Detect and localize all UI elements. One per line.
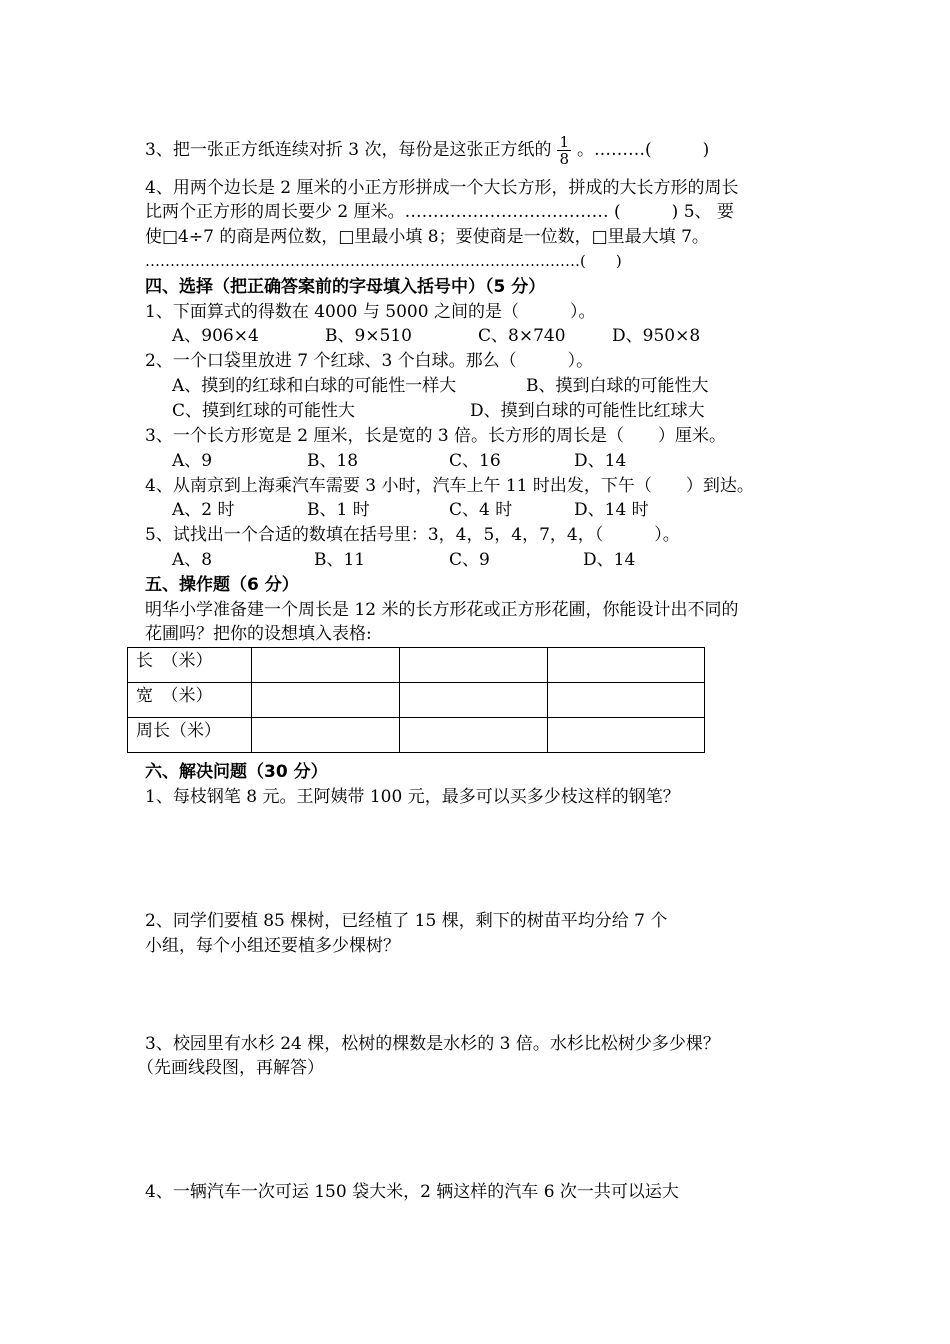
s6-q2-line1: 2、同学们要植 85 棵树，已经植了 15 棵，剩下的树苗平均分给 7 个 <box>145 911 668 931</box>
s5-line1: 明华小学准备建一个周长是 12 米的长方形花或正方形花圃，你能设计出不同的 <box>145 600 739 620</box>
table-row <box>128 648 705 683</box>
s4-q3-option-b: B、18 <box>307 451 359 471</box>
row-label-width: 宽 （米） <box>128 683 252 718</box>
s4-q2-option-a: A、摸到的红球和白球的可能性一样大 <box>172 376 457 396</box>
table-cell[interactable] <box>400 718 548 753</box>
s6-q3-line2: （先画线段图，再解答） <box>137 1058 324 1078</box>
table-cell[interactable] <box>548 648 705 683</box>
s4-q1-stem: 1、下面算式的得数在 4000 与 5000 之间的是（ ）。 <box>145 302 596 322</box>
section5-title: 五、操作题（6 分） <box>145 575 299 595</box>
table-row <box>128 683 705 718</box>
s4-q4-option-a: A、2 时 <box>172 500 235 520</box>
s4-q3-option-a: A、9 <box>172 451 213 471</box>
section6-title: 六、解决问题（30 分） <box>145 762 328 782</box>
s6-q2-line2: 小组，每个小组还要植多少棵树？ <box>145 936 400 956</box>
fraction-numerator: 1 <box>559 133 569 151</box>
s4-q5-stem: 5、试找出一个合适的数填在括号里：3，4，5，4，7，4，（ ）。 <box>145 525 680 545</box>
s4-q1-option-c: C、8×740 <box>478 326 566 346</box>
table-cell[interactable] <box>400 648 548 683</box>
s4-q1-option-a: A、906×4 <box>172 326 259 346</box>
s4-q2-option-c: C、摸到红球的可能性大 <box>172 401 356 421</box>
design-table <box>127 647 705 753</box>
row-label-length: 长 （米） <box>128 648 252 683</box>
table-cell[interactable] <box>252 718 400 753</box>
s4-q4-stem: 4、从南京到上海乘汽车需要 3 小时，汽车上午 11 时出发，下午（ ）到达。 <box>145 476 754 496</box>
s4-q3-option-c: C、16 <box>449 451 501 471</box>
s6-q4-line1: 4、一辆汽车一次可运 150 袋大米，2 辆这样的汽车 6 次一共可以运大 <box>145 1182 679 1202</box>
s6-q3-line1: 3、校园里有水杉 24 棵，松树的棵数是水杉的 3 倍。水杉比松树少多少棵？ <box>145 1034 720 1054</box>
table-cell[interactable] <box>400 683 548 718</box>
s4-q2-option-d: D、摸到白球的可能性比红球大 <box>470 401 705 421</box>
s6-q1: 1、每枝钢笔 8 元。王阿姨带 100 元，最多可以买多少枝这样的钢笔？ <box>145 787 680 807</box>
table-cell[interactable] <box>252 648 400 683</box>
table-cell[interactable] <box>548 718 705 753</box>
table-cell[interactable] <box>548 683 705 718</box>
s4-q1-option-d: D、950×8 <box>612 326 701 346</box>
s5-line2: 花圃吗？把你的设想填入表格: <box>145 624 372 644</box>
s4-q2-stem: 2、一个口袋里放进 7 个红球、3 个白球。那么（ ）。 <box>145 351 594 371</box>
s4-q4-option-c: C、4 时 <box>449 500 513 520</box>
s4-q5-option-d: D、14 <box>583 550 636 570</box>
judge-q3 <box>145 134 709 167</box>
s4-q4-option-b: B、1 时 <box>307 500 370 520</box>
s4-q3-option-d: D、14 <box>574 451 627 471</box>
judge-q3-text: 3、把一张正方纸连续对折 3 次，每份是这张正方纸的 <box>145 140 552 160</box>
judge-q4-line1: 4、用两个边长是 2 厘米的小正方形拼成一个大长方形，拼成的大长方形的周长 <box>145 178 739 198</box>
fraction-denominator: 8 <box>559 150 569 168</box>
judge-q3-tail: 。………( ) <box>577 140 710 160</box>
s4-q4-option-d: D、14 时 <box>574 500 649 520</box>
s4-q5-option-b: B、11 <box>314 550 366 570</box>
s4-q5-option-a: A、8 <box>172 550 213 570</box>
s4-q1-option-b: B、9×510 <box>325 326 413 346</box>
judge-q4-line2: 比两个正方形的周长要少 2 厘米。……………………………… ( ) 5、 要 <box>145 202 734 222</box>
table-row <box>128 718 705 753</box>
judge-q5-line: 使□4÷7 的商是两位数，□里最小填 8；要使商是一位数，□里最大填 7。 <box>145 227 709 247</box>
section4-title: 四、选择（把正确答案前的字母填入括号中）（5 分） <box>145 277 546 297</box>
s4-q2-option-b: B、摸到白球的可能性大 <box>526 376 709 396</box>
s4-q5-option-c: C、9 <box>449 550 490 570</box>
s4-q3-stem: 3、一个长方形宽是 2 厘米，长是宽的 3 倍。长方形的周长是（ ）厘米。 <box>145 426 727 446</box>
table-cell[interactable] <box>252 683 400 718</box>
judge-q5-dots: ……………………………………………………………………………( ) <box>145 252 622 270</box>
fraction <box>557 134 571 167</box>
row-label-perimeter: 周长（米） <box>128 718 252 753</box>
